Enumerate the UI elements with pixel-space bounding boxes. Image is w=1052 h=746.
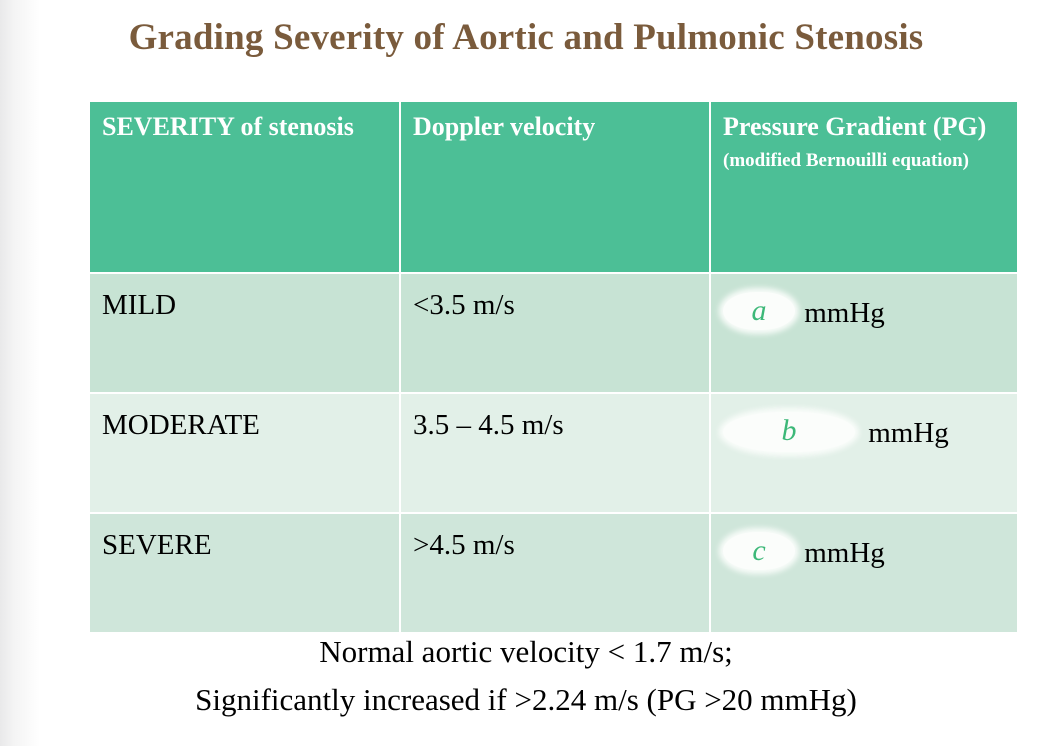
table-header: [89, 101, 1018, 273]
cell-velocity-mild: <3.5 m/s: [400, 273, 710, 393]
table-row: [89, 513, 1018, 633]
unit-label-mild: mmHg: [804, 297, 885, 329]
cell-velocity-moderate: 3.5 – 4.5 m/s: [400, 393, 710, 513]
ink-mark-severe: c: [752, 534, 766, 567]
cell-severity-mild: MILD: [89, 273, 400, 393]
table-row: [89, 273, 1018, 393]
ink-mark-moderate: b: [781, 414, 797, 447]
unit-label-moderate: mmHg: [868, 417, 949, 449]
cell-pressure-gradient-moderate: [710, 393, 1018, 513]
column-header-severity: SEVERITY of stenosis: [89, 101, 400, 273]
column-header-pressure-gradient-main: Pressure Gradient (PG): [723, 112, 987, 141]
footnote-line-2: Significantly increased if >2.24 m/s (PG >20 mmHg): [195, 682, 857, 718]
cell-pressure-gradient-mild: [710, 273, 1018, 393]
grading-table: [88, 100, 1019, 634]
handwritten-annotation-severe: [723, 530, 795, 572]
cell-velocity-severe: >4.5 m/s: [400, 513, 710, 633]
ink-mark-mild: a: [751, 294, 767, 327]
column-header-doppler-velocity: Doppler velocity: [400, 101, 710, 273]
cell-pressure-gradient-severe: [710, 513, 1018, 633]
handwritten-annotation-mild: [723, 290, 795, 332]
cell-severity-severe: SEVERE: [89, 513, 400, 633]
column-header-pressure-gradient-sub: (modified Bernouilli equation): [723, 149, 969, 171]
footnote: [0, 628, 1052, 724]
unit-label-severe: mmHg: [804, 537, 885, 569]
cell-severity-moderate: MODERATE: [89, 393, 400, 513]
table-body: [89, 273, 1018, 633]
column-header-pressure-gradient: [710, 101, 1018, 273]
page-title: Grading Severity of Aortic and Pulmonic Stenosis: [128, 17, 924, 58]
handwritten-annotation-moderate: [723, 410, 855, 452]
table-row: [89, 393, 1018, 513]
footnote-line-1: Normal aortic velocity < 1.7 m/s;: [319, 634, 733, 669]
table-header-row: [89, 101, 1018, 273]
